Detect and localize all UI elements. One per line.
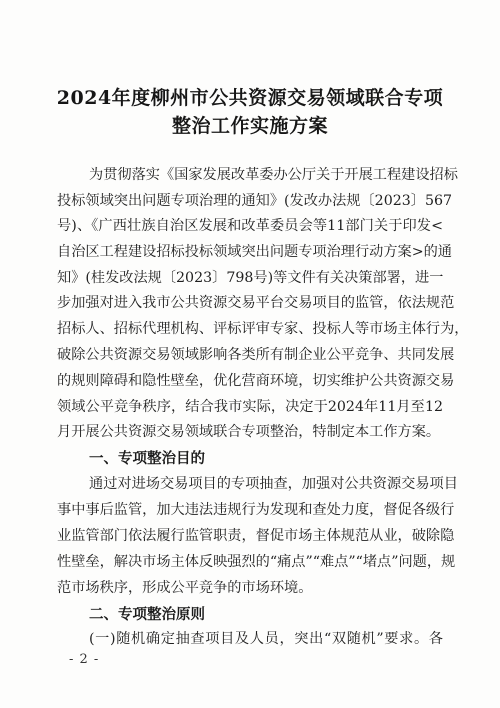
section1-line: 业监管部门依法履行监管职责，督促市场主体规范从业，破除隐 — [57, 528, 455, 544]
section1-line: 范市场秩序，形成公平竞争的市场环境。 — [57, 580, 313, 596]
document-title-line-1: 2024年度柳州市公共资源交易领域联合专项 — [56, 87, 444, 109]
intro-line: 为贯彻落实《国家发展改革委办公厅关于开展工程建设招标 — [89, 167, 458, 183]
intro-line: 步加强对进入我市公共资源交易平台交易项目的监管，依法规范 — [57, 295, 455, 311]
section-heading-principles: 二、专项整治原则 — [89, 607, 205, 623]
intro-line: 号)、《广西壮族自治区发展和改革委员会等11部门关于印发< — [57, 218, 443, 234]
intro-line: 投标领域突出问题专项治理的通知》(发改办法规〔2023〕567 — [57, 193, 453, 209]
intro-line: 月开展公共资源交易领域联合专项整治，特制定本工作方案。 — [57, 424, 441, 440]
section1-line: 通过对进场交易项目的专项抽查，加强对公共资源交易项目 — [89, 476, 458, 492]
intro-line: 自治区工程建设招标投标领域突出问题专项治理行动方案>的通 — [57, 244, 452, 260]
intro-line: 破除公共资源交易领域影响各类所有制企业公平竞争、共同发展 — [57, 347, 455, 363]
intro-line: 的规则障碍和隐性壁垒，优化营商环境，切实维护公共资源交易 — [57, 373, 455, 389]
section1-line: 性壁垒，解决市场主体反映强烈的“痛点”“难点”“堵点”问题，规 — [57, 554, 456, 570]
section1-line: 事中事后监管，加大违法违规行为发现和查处力度，督促各级行 — [57, 502, 455, 518]
intro-line: 知》(桂发改法规〔2023〕798号)等文件有关决策部署，进一 — [57, 270, 444, 286]
intro-line: 招标人、招标代理机构、评标评审专家、投标人等市场主体行为， — [57, 321, 469, 337]
intro-line: 领域公平竞争秩序，结合我市实际，决定于2024年11月至12 — [57, 399, 443, 415]
section2-line: (一)随机确定抽查项目及人员，突出“双随机”要求。各 — [89, 631, 443, 647]
section-heading-purpose: 一、专项整治目的 — [89, 451, 205, 467]
document-title-line-2: 整治工作实施方案 — [171, 115, 328, 137]
page-number: - 2 - — [69, 652, 100, 667]
